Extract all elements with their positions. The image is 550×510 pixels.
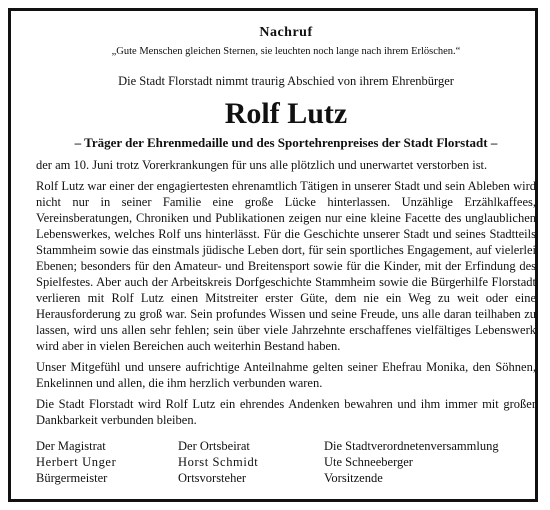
signature-magistrat [36, 438, 178, 486]
death-line: der am 10. Juni trotz Vorerkrankungen für uns alle plötzlich und unerwartet verstorben ist. [36, 158, 488, 172]
obituary-frame [8, 8, 538, 502]
honors-subtitle: – Träger der Ehrenmedaille und des Sportehrenpreises der Stadt Florstadt – [74, 135, 498, 150]
obituary-heading: Nachruf [259, 25, 313, 40]
obituary-content [36, 24, 536, 486]
intro-line: Die Stadt Florstadt nimmt traurig Abschied von ihrem Ehrenbürger [118, 74, 454, 88]
signature-role: Vorsitzende [324, 471, 383, 485]
signature-role: Bürgermeister [36, 471, 108, 485]
signature-org: Der Magistrat [36, 439, 106, 453]
signature-ortsbeirat [178, 438, 324, 486]
closing-paragraph: Die Stadt Florstadt wird Rolf Lutz ein ehrendes Andenken bewahren und ihm immer mit großer Dankbarkeit verbunden bleiben. [36, 397, 536, 427]
signature-person: Horst Schmidt [178, 455, 259, 469]
signature-person: Ute Schneeberger [324, 455, 413, 469]
deceased-name: Rolf Lutz [224, 97, 348, 130]
signature-block [36, 438, 536, 486]
signature-org: Die Stadtverordnetenversammlung [324, 439, 499, 453]
signature-stadtverordnetenversammlung [324, 438, 536, 486]
condolence-paragraph: Unser Mitgefühl und unsere aufrichtige Anteilnahme gelten seiner Ehefrau Monika, den Söhnen, Enkelinnen und allen, die ihm herzlich verbunden waren. [36, 360, 536, 390]
memorial-quote: „Gute Menschen gleichen Sternen, sie leuchten noch lange nach ihrem Erlöschen.“ [111, 46, 461, 57]
signature-org: Der Ortsbeirat [178, 439, 250, 453]
tribute-paragraph: Rolf Lutz war einer der engagiertesten ehrenamtlich Tätigen in unserer Stadt und sein Ableben wird nicht nur in seiner Familie eine große Lücke hinterlassen. Unzählige Erzählkaffees, Vereinsberatungen, Chroniken und Publikationen zeigen nur eine kleine Facette des unglaublichen Lebenswerkes, welches Rolf uns hinterlässt. Für die Geschichte unserer Stadt und seines Stadtteils Stammheim sowie das einstmals jüdische Leben dort, für sein sportliches Engagement, auf vielerlei Ebenen; besonders für den Amateur- und Breitensport sowie für die Kinder, mit der Erfindung des Spielfestes. Aber auch der Arbeitskreis Dorfgeschichte Stammheim sowie die Bürgerhilfe Florstadt verlieren mit Rolf Lutz einen Mitstreiter erster Güte, dem nie ein Weg zu weit oder eine Herausforderung zu groß war. Sein profundes Wissen und seine Freude, uns alle daran teilhaben zu lassen, wird uns allen sehr fehlen; sein über viele Jahrzehnte erschaffenes vielfältiges Lebenswerk wird aber in vielen Bereichen auch weiterhin Bestand haben. [36, 179, 536, 353]
signature-person: Herbert Unger [36, 455, 117, 469]
signature-role: Ortsvorsteher [178, 471, 247, 485]
